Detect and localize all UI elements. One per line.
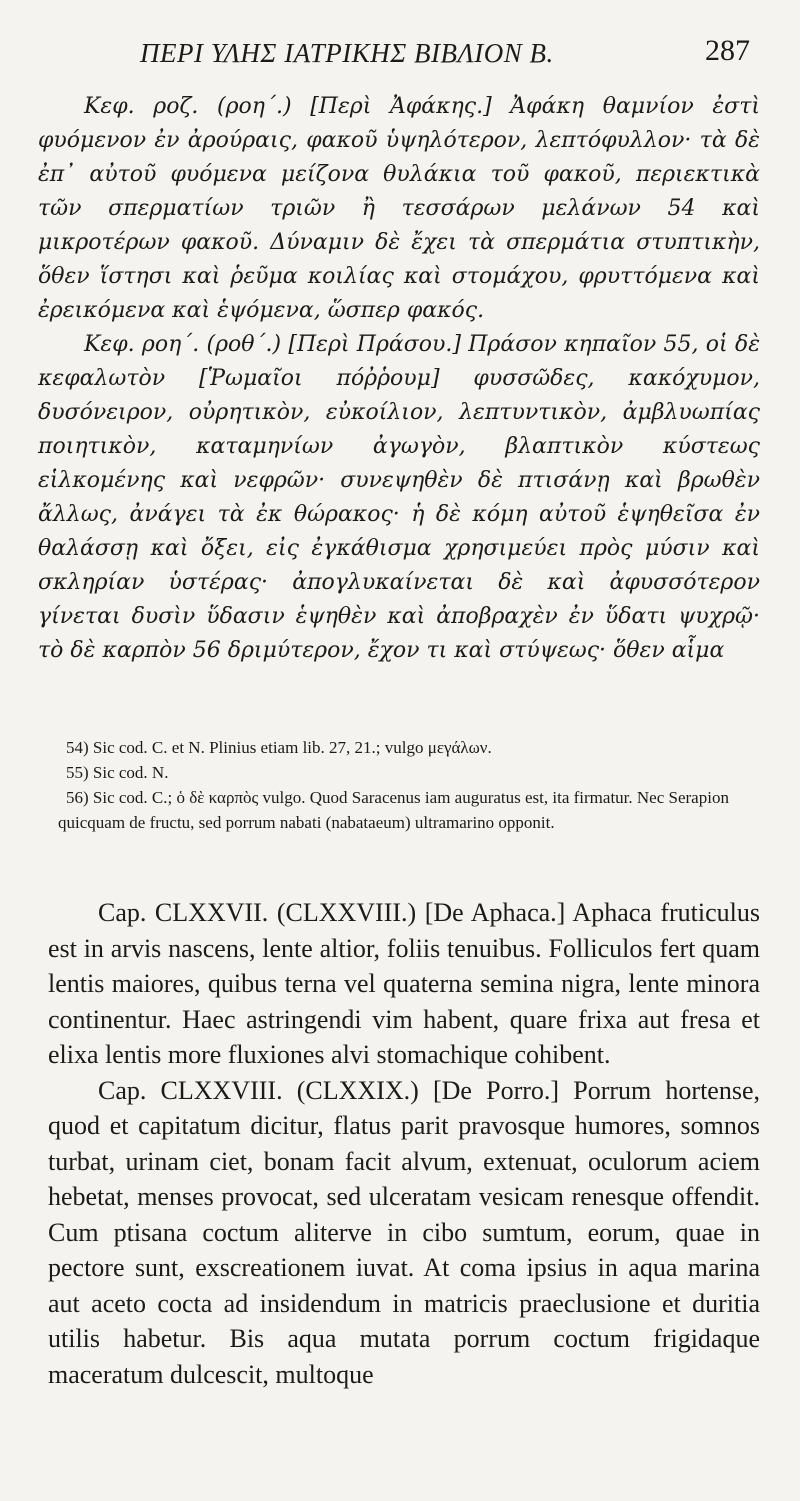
running-title: ΠΕΡΙ ΥΛΗΣ ΙΑΤΡΙΚΗΣ ΒΙΒΛΙΟΝ Β.	[140, 38, 554, 68]
page-number: 287	[705, 34, 750, 67]
greek-paragraph-porrum: Κεφ. ροη΄. (ροθ΄.) [Περὶ Πράσου.] Πράσον κηπαῖον 55, οἱ δὲ κεφαλωτὸν [Ῥωμαῖοι πόῤῥουμ] φυσσῶδες, κακόχυμον, δυσόνειρον, οὐρητικὸν, εὐκοίλιον, λεπτυντικὸν, ἀμβλυωπίας ποιητικὸν, καταμηνίων ἀγωγὸν, βλαπτικὸν κύστεως εἱλκομένης καὶ νεφρῶν· συνεψηθὲν δὲ πτισάνῃ καὶ βρωθὲν ἄλλως, ἀνάγει τὰ ἐκ θώρακος· ἡ δὲ κόμη αὐτοῦ ἑψηθεῖσα ἐν θαλάσσῃ καὶ ὄξει, εἰς ἐγκάθισμα χρησιμεύει πρὸς μύσιν καὶ σκληρίαν ὑστέρας· ἀπογλυκαίνεται δὲ καὶ ἀφυσσότερον γίνεται δυσὶν ὕδασιν ἑψηθὲν καὶ ἀποβραχὲν ἐν ὕδατι ψυχρῷ· τὸ δὲ καρπὸν 56 δριμύτερον, ἔχον τι καὶ στύψεως· ὅθεν αἷμα	[38, 332, 760, 663]
latin-paragraph-aphaca: Cap. CLXXVII. (CLXXVIII.) [De Aphaca.] Aphaca fruticulus est in arvis nascens, lente altior, foliis tenuibus. Folliculos fert quam lentis maiores, quibus terna vel quaterna semina nigra, lente minora continentur. Haec astringendi vim habent, quare frixa aut fresa et elixa lentis more fluxiones alvi stomachique cohibent.	[48, 898, 760, 1069]
greek-paragraph-aphaca: Κεφ. ροζ. (ροη΄.) [Περὶ Ἀφάκης.] Ἀφάκη θαμνίον ἐστὶ φυόμενον ἐν ἀρούραις, φακοῦ ὑψηλότερον, λεπτόφυλλον· τὰ δὲ ἐπ᾽ αὐτοῦ φυόμενα μείζονα θυλάκια τοῦ φακοῦ, περιεκτικὰ τῶν σπερματίων τριῶν ἢ τεσσάρων μελάνων 54 καὶ μικροτέρων φακοῦ. Δύναμιν δὲ ἔχει τὰ σπερμάτια στυπτικὴν, ὅθεν ἵστησι καὶ ῥεῦμα κοιλίας καὶ στομάχου, φρυττόμενα καὶ ἐρεικόμενα καὶ ἑψόμενα, ὥσπερ φακός.	[38, 94, 760, 323]
footnotes	[58, 735, 758, 835]
footnote-55: 55) Sic cod. N.	[66, 763, 169, 782]
latin-text-block	[48, 895, 760, 1392]
footnote-54: 54) Sic cod. C. et N. Plinius etiam lib. 27, 21.; vulgo μεγάλων.	[66, 738, 492, 757]
footnote-56: 56) Sic cod. C.; ὁ δὲ καρπὸς vulgo. Quod Saracenus iam auguratus est, ita firmatur. Nec Serapion quicquam de fructu, sed porrum nabati (nabataeum) ultramarino opponit.	[58, 788, 729, 832]
page-header	[140, 34, 750, 74]
greek-text-block	[38, 90, 760, 668]
latin-paragraph-porrum: Cap. CLXXVIII. (CLXXIX.) [De Porro.] Porrum hortense, quod et capitatum dicitur, flatus parit pravosque humores, somnos turbat, urinam ciet, bonam facit alvum, extenuat, oculorum aciem hebetat, menses provocat, sed ulceratam vesicam renesque offendit. Cum ptisana coctum aliterve in cibo sumtum, eorum, quae in pectore sunt, exscreationem iuvat. At coma ipsius in aqua marina aut aceto cocta ad insidendum in matricis praeclusione et duritia utilis habetur. Bis aqua mutata porrum coctum frigidaque maceratum dulcescit, multoque	[48, 1075, 760, 1389]
